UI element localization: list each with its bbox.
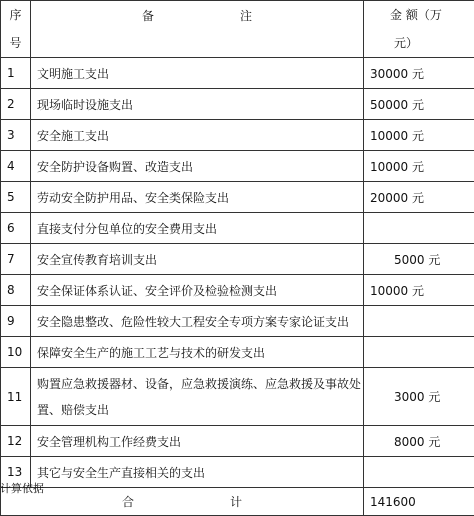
- row-description: 劳动安全防护用品、安全类保险支出: [31, 182, 364, 213]
- total-label-a: 合: [122, 495, 134, 509]
- table-row: [1, 182, 474, 213]
- row-amount: 10000 元: [364, 120, 474, 151]
- row-number: 1: [1, 58, 31, 89]
- row-description: 安全保证体系认证、安全评价及检验检测支出: [31, 275, 364, 306]
- row-amount: 30000 元: [364, 58, 474, 89]
- row-description: 安全管理机构工作经费支出: [31, 426, 364, 457]
- table-row: [1, 368, 474, 426]
- header-row: [1, 1, 474, 58]
- row-amount: 10000 元: [364, 151, 474, 182]
- row-description: 现场临时设施支出: [31, 89, 364, 120]
- row-description: 安全施工支出: [31, 120, 364, 151]
- row-number: 6: [1, 213, 31, 244]
- row-amount: 50000 元: [364, 89, 474, 120]
- total-label-b: 计: [230, 495, 242, 509]
- row-description: 安全宣传教育培训支出: [31, 244, 364, 275]
- total-row: [1, 488, 474, 516]
- header-amount-line2: 元）: [376, 29, 474, 57]
- row-number: 12: [1, 426, 31, 457]
- row-number: 3: [1, 120, 31, 151]
- footer-snippet: 计算依据: [0, 483, 44, 495]
- row-amount: 3000 元: [364, 368, 474, 426]
- row-amount: [364, 457, 474, 488]
- row-description: 保障安全生产的施工工艺与技术的研发支出: [31, 337, 364, 368]
- row-number: 13: [1, 457, 31, 488]
- row-number: 10: [1, 337, 31, 368]
- header-remark-a: 备: [142, 9, 154, 23]
- table-row: [1, 151, 474, 182]
- row-number: 8: [1, 275, 31, 306]
- total-label-cell: [1, 488, 364, 516]
- table-row: [1, 120, 474, 151]
- row-amount: [364, 306, 474, 337]
- row-description: 安全隐患整改、危险性较大工程安全专项方案专家论证支出: [31, 306, 364, 337]
- table-row: [1, 213, 474, 244]
- row-description: 文明施工支出: [31, 58, 364, 89]
- row-number: 5: [1, 182, 31, 213]
- row-number: 7: [1, 244, 31, 275]
- header-amount-cell: [364, 1, 474, 58]
- row-amount: 10000 元: [364, 275, 474, 306]
- row-amount: 20000 元: [364, 182, 474, 213]
- row-amount: [364, 213, 474, 244]
- table-row: [1, 337, 474, 368]
- row-number: 11: [1, 368, 31, 426]
- row-amount: 5000 元: [364, 244, 474, 275]
- table-row: [1, 89, 474, 120]
- total-amount: 141600: [364, 488, 474, 516]
- header-index-cell: [1, 1, 31, 58]
- table-row: [1, 457, 474, 488]
- header-amount-line1: 金 额（万: [376, 1, 474, 29]
- table-row: [1, 244, 474, 275]
- header-remark-cell: [31, 1, 364, 58]
- row-number: 9: [1, 306, 31, 337]
- row-description: 购置应急救援器材、设备，应急救援演练、应急救援及事故处置、赔偿支出: [31, 368, 364, 426]
- header-index-line1: 序: [1, 1, 30, 29]
- row-description: 直接支付分包单位的安全费用支出: [31, 213, 364, 244]
- header-remark-b: 注: [240, 9, 252, 23]
- row-amount: [364, 337, 474, 368]
- table-row: [1, 426, 474, 457]
- row-number: 2: [1, 89, 31, 120]
- row-amount: 8000 元: [364, 426, 474, 457]
- table-row: [1, 306, 474, 337]
- table-row: [1, 275, 474, 306]
- row-description: 安全防护设备购置、改造支出: [31, 151, 364, 182]
- row-description: 其它与安全生产直接相关的支出: [31, 457, 364, 488]
- row-number: 4: [1, 151, 31, 182]
- header-index-line2: 号: [1, 29, 30, 57]
- table-row: [1, 58, 474, 89]
